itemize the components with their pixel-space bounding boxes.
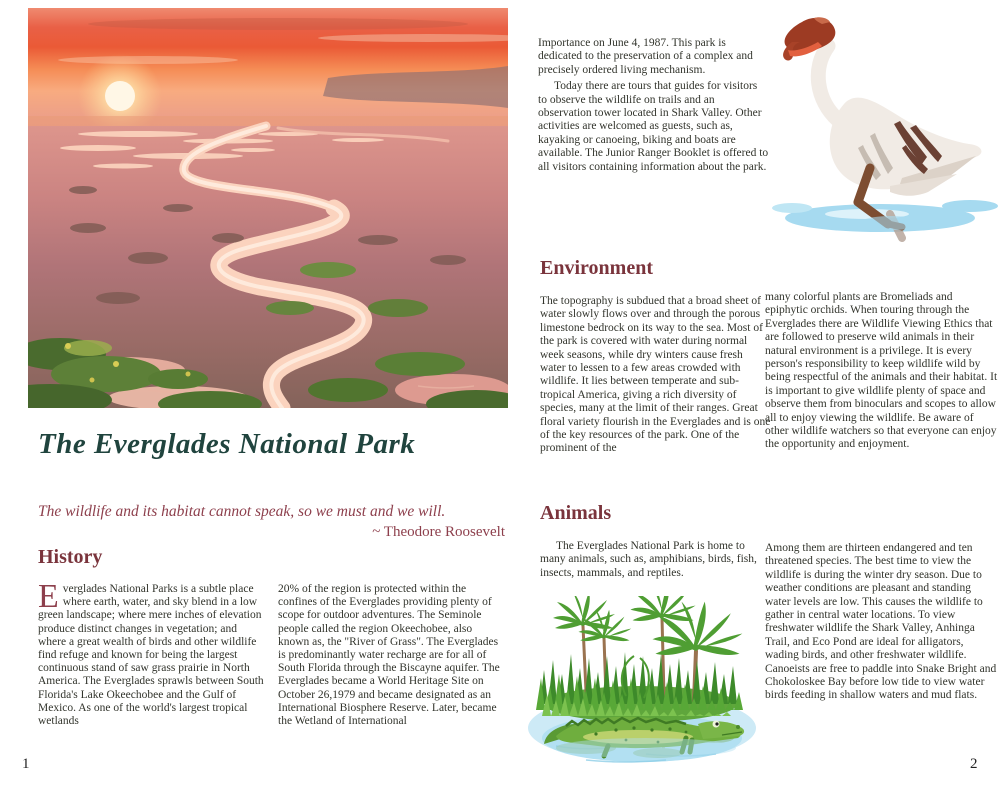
intro-column [538, 37, 769, 177]
animals-heading: Animals [540, 502, 612, 524]
quote-attribution: ~ Theodore Roosevelt [372, 524, 505, 540]
history-heading: History [38, 546, 103, 568]
page-title: The Everglades National Park [38, 428, 416, 460]
quote-text: The wildlife and its habitat cannot speak, so we must and we will. [38, 503, 446, 520]
history-column-1 [38, 578, 264, 731]
everglades-sunset-photo [28, 8, 508, 408]
animals-column-1 [540, 540, 771, 583]
page-number-2: 2 [970, 756, 978, 772]
animals-col1-text: The Everglades National Park is home to many animals, such as, amphibians, birds, fish, insects, mammals, and reptiles. [540, 540, 757, 579]
history-col2-text: 20% of the region is protected within the confines of the Everglades providing plenty of scope for outdoor adventures. The Seminole people called the region Okeechobee, also known as, the "River of Grass". The Everglades is predominantly water recharge are for all of South Florida through the Biscayne aquifer. The Everglades became a World Heritage Site on October 26,1979 and became designated as an International Biosphere Reserve. Later, became the Wetland of International [278, 583, 500, 728]
drop-cap: E [38, 578, 59, 615]
animals-column-2 [765, 542, 999, 706]
environment-column-2 [765, 291, 998, 455]
animals-col2-text: Among them are thirteen endangered and ten threatened species. The best time to view the wildlife is during the winter dry season. Due to weather conditions are pleasant and standing water levels are low. This causes the wildlife to gather in central water locations. To view freshwater wildlife the Shark Valley, Anhinga Trail, and Eco Pond are ideal for alligators, wading birds, and other freshwater wildlife. Canoeists are free to paddle into Snake Bright and Chokoloskee Bay before low tide to view water birds feeding in shallow waters and mud flats. [765, 542, 997, 702]
history-col1-text: verglades National Parks is a subtle place where earth, water, and sky blend in a low green landscape; where mere inches of elevation produce distinct changes in vegetation; and where a great wealth of birds and other wildlife find refuge and known for being the largest continuous stand of saw grass prairie in North America. The Everglades sprawls between South Florida's Lake Okeechobee and the Gulf of Mexico. As one of the world's largest tropical wetlands [38, 583, 264, 728]
environment-heading: Environment [540, 257, 653, 279]
environment-col1-text: The topography is subdued that a broad sheet of water slowly flows over and through the porous limestone bedrock on its way to the sea. Most of the park is covered with water during normal week seasons, while dry winters cause fresh water to lessen to a few areas crowded with wildlife. It lies between temperate and sub-tropical America, giving a rich diversity of species, many at the limit of their ranges. Great floral variety flourish in the Everglades and is one of the key resources of the park. One of the prominent of the [540, 295, 771, 455]
history-column-2 [278, 583, 504, 731]
environment-column-1 [540, 295, 771, 459]
bird-body [830, 98, 982, 190]
quote-block [38, 502, 505, 542]
intro-paragraph-2: Today there are tours that guides for visitors to observe the wildlife on trails and an observation tower located in Shark Valley. Other activities are welcomed as guests, such as, kayaking or canoeing, biking and boats are available. The Junior Ranger Booklet is offered to all visitors containing information about the park. [538, 80, 769, 173]
alligator-illustration [526, 596, 760, 768]
page-number-1: 1 [22, 756, 30, 772]
wading-bird-illustration [752, 6, 1002, 244]
intro-paragraph-1: Importance on June 4, 1987. This park is dedicated to the preservation of a complex and precisely ordered living mechanism. [538, 37, 753, 76]
bird-neck [818, 46, 838, 120]
environment-col2-text: many colorful plants are Bromeliads and epiphytic orchids. When touring through the Everglades there are Wildlife Viewing Ethics that are followed to preserve wild animals in their natural environment is a privilege. It is every person's responsibility to keep wildlife wild by being respectful of the animals and their habitat. It is important to give wildlife plenty of space and observe them from binoculars and scopes to allow all to enjoy viewing the wildlife. Be aware of other wildlife watchers so that everyone can enjoy the opportunity and enjoyment. [765, 291, 998, 451]
